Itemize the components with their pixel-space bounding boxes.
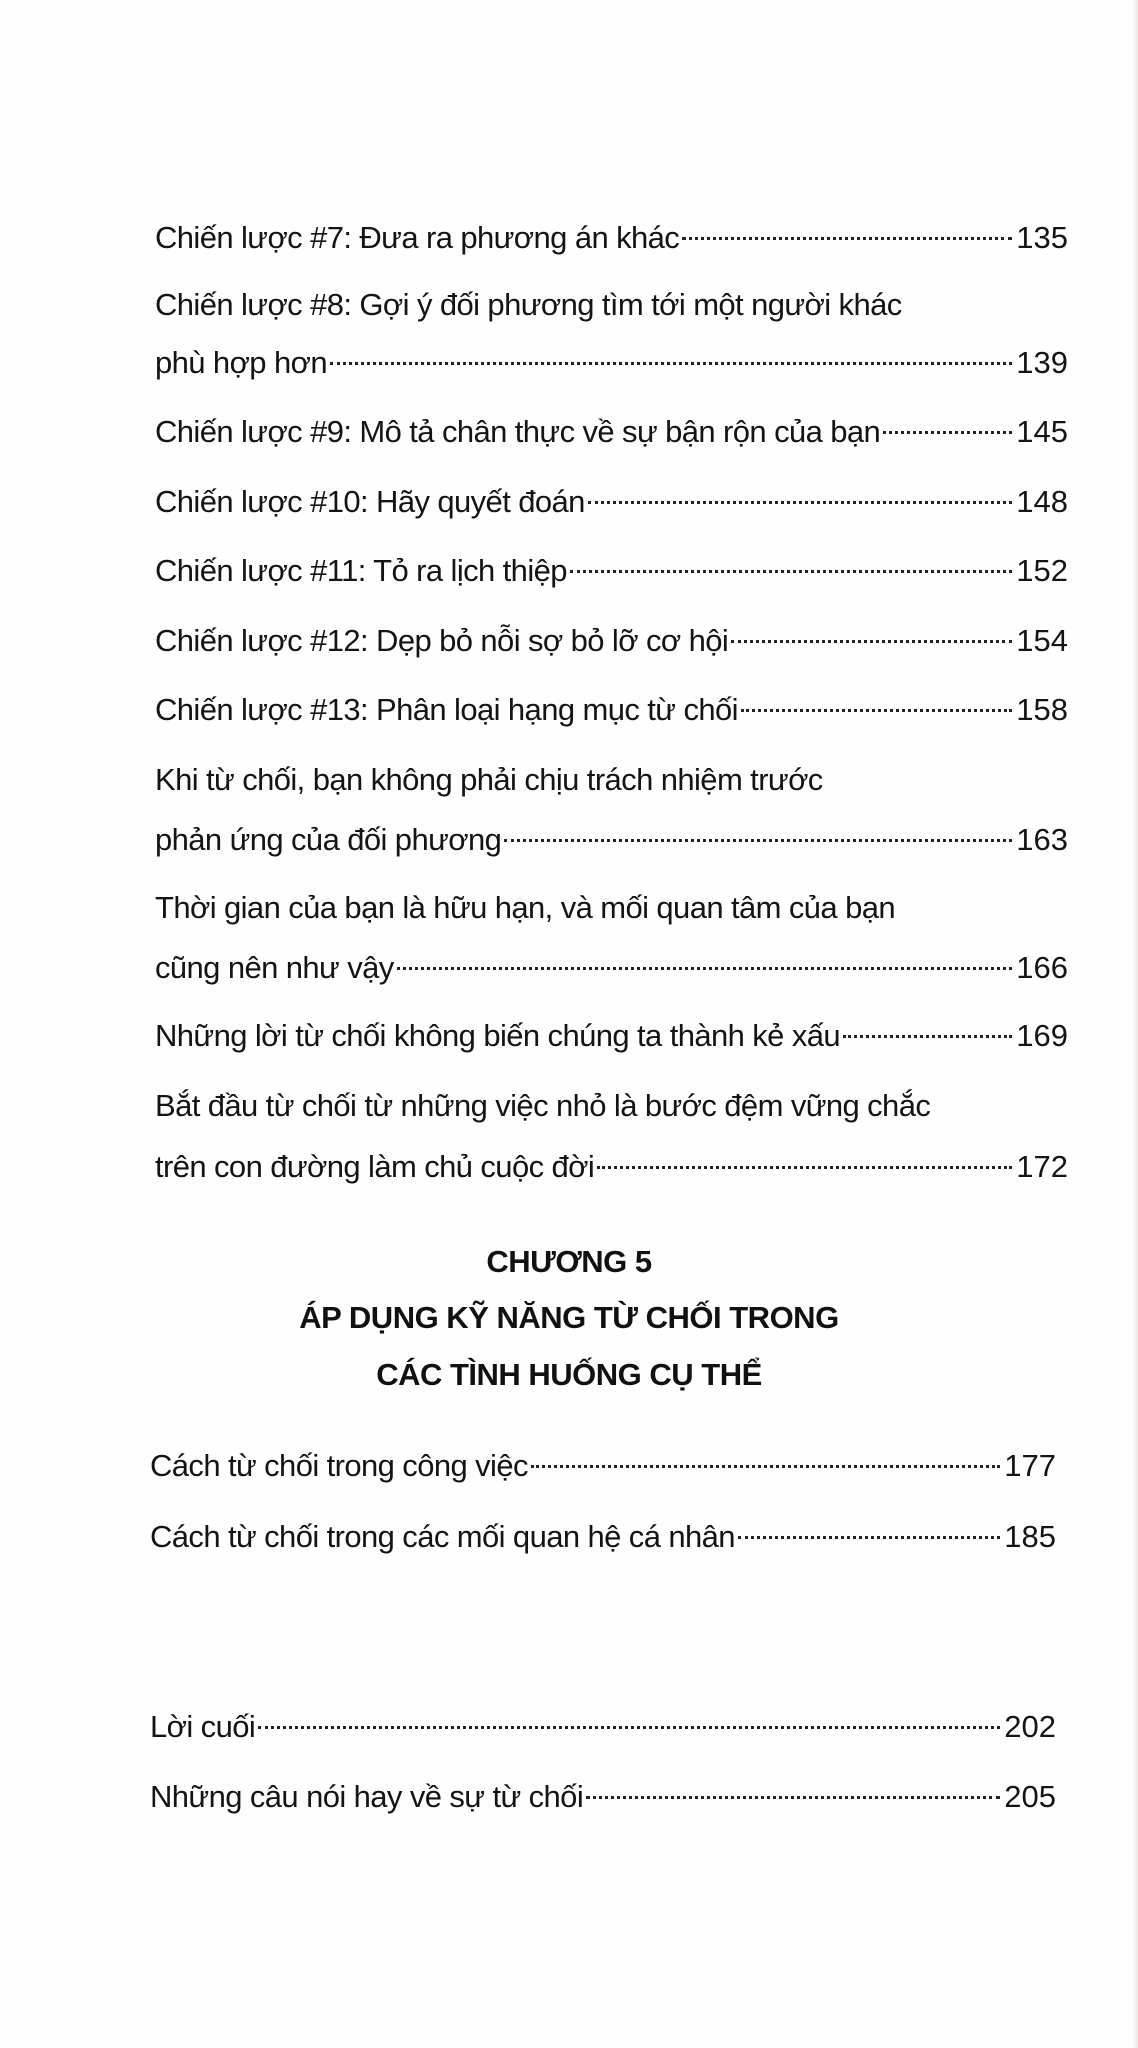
- toc-entry-not-bad-person[interactable]: [155, 1014, 1068, 1058]
- toc-entry-title: cũng nên như vậy: [155, 950, 394, 985]
- toc-entry-strategy-11[interactable]: [155, 549, 1068, 593]
- toc-entry-responsibility[interactable]: [155, 818, 1068, 862]
- toc-entry-title: Những lời từ chối không biến chúng ta thành kẻ xấu: [155, 1018, 841, 1053]
- toc-entry-page: 169: [1016, 1018, 1068, 1053]
- toc-entry-page: 202: [1004, 1709, 1056, 1744]
- toc-entry-strategy-13[interactable]: [155, 688, 1068, 732]
- toc-entry-title: phù hợp hơn: [155, 345, 327, 380]
- toc-entry-title: Cách từ chối trong các mối quan hệ cá nhân: [150, 1519, 735, 1554]
- toc-entry-title: Lời cuối: [150, 1709, 256, 1744]
- toc-entry-afterword[interactable]: [150, 1705, 1056, 1749]
- dot-leader: [586, 1796, 1000, 1799]
- toc-entry-page: 177: [1004, 1448, 1056, 1483]
- dot-leader: [531, 1465, 1000, 1468]
- dot-leader: [731, 640, 1012, 643]
- toc-entry-title: trên con đường làm chủ cuộc đời: [155, 1149, 595, 1184]
- dot-leader: [588, 501, 1012, 504]
- toc-entry-page: 185: [1004, 1519, 1056, 1554]
- toc-entry-strategy-12[interactable]: [155, 619, 1068, 663]
- toc-entry-page: 205: [1004, 1779, 1056, 1814]
- toc-entry-personal-relationships[interactable]: [150, 1515, 1056, 1559]
- toc-entry-page: 135: [1016, 220, 1068, 255]
- toc-entry-title: Chiến lược #11: Tỏ ra lịch thiệp: [155, 553, 567, 588]
- toc-entry-start-small-line1: Bắt đầu từ chối từ những việc nhỏ là bước đệm vững chắc: [155, 1088, 931, 1123]
- dot-leader: [741, 709, 1012, 712]
- toc-entry-page: 154: [1016, 623, 1068, 658]
- toc-entry-page: 145: [1016, 414, 1068, 449]
- toc-entry-page: 152: [1016, 553, 1068, 588]
- dot-leader: [597, 1166, 1012, 1169]
- toc-entry-page: 163: [1016, 822, 1068, 857]
- dot-leader: [738, 1536, 1000, 1539]
- dot-leader: [883, 431, 1012, 434]
- dot-leader: [258, 1726, 1000, 1729]
- toc-entry-page: 148: [1016, 484, 1068, 519]
- toc-entry-page: 139: [1016, 345, 1068, 380]
- toc-entry-at-work[interactable]: [150, 1444, 1056, 1488]
- chapter-title-line1: ÁP DỤNG KỸ NĂNG TỪ CHỐI TRONG: [299, 1300, 839, 1335]
- dot-leader: [330, 362, 1012, 365]
- dot-leader: [843, 1035, 1012, 1038]
- toc-entry-title: Chiến lược #7: Đưa ra phương án khác: [155, 220, 680, 255]
- toc-entry-page: 166: [1016, 950, 1068, 985]
- toc-entry-strategy-7[interactable]: [155, 216, 1068, 260]
- toc-entry-title: Chiến lược #12: Dẹp bỏ nỗi sợ bỏ lỡ cơ hội: [155, 623, 729, 658]
- chapter-title-line2: CÁC TÌNH HUỐNG CỤ THỂ: [376, 1357, 762, 1392]
- toc-entry-start-small[interactable]: [155, 1145, 1068, 1189]
- dot-leader: [570, 570, 1012, 573]
- toc-entry-title: Chiến lược #13: Phân loại hạng mục từ chối: [155, 692, 738, 727]
- toc-entry-title: Chiến lược #10: Hãy quyết đoán: [155, 484, 585, 519]
- dot-leader: [397, 967, 1013, 970]
- dot-leader: [682, 237, 1012, 240]
- toc-entry-strategy-9[interactable]: [155, 410, 1068, 454]
- toc-entry-time-limited-line1: Thời gian của bạn là hữu hạn, và mối quan tâm của bạn: [155, 890, 895, 925]
- toc-entry-page: 158: [1016, 692, 1068, 727]
- toc-entry-title: Cách từ chối trong công việc: [150, 1448, 528, 1483]
- toc-entry-strategy-10[interactable]: [155, 480, 1068, 524]
- toc-entry-time-limited[interactable]: [155, 946, 1068, 990]
- toc-entry-strategy-8[interactable]: [155, 341, 1068, 385]
- toc-entry-title: phản ứng của đối phương: [155, 822, 502, 857]
- toc-entry-page: 172: [1016, 1149, 1068, 1184]
- toc-entry-strategy-8-line1: Chiến lược #8: Gợi ý đối phương tìm tới một người khác: [155, 287, 902, 322]
- toc-entry-title: Chiến lược #9: Mô tả chân thực về sự bận rộn của bạn: [155, 414, 881, 449]
- page-edge-shadow: [1132, 0, 1138, 2048]
- toc-entry-quotes[interactable]: [150, 1775, 1056, 1819]
- chapter-label: CHƯƠNG 5: [486, 1244, 652, 1279]
- toc-entry-responsibility-line1: Khi từ chối, bạn không phải chịu trách nhiệm trước: [155, 762, 823, 797]
- dot-leader: [504, 839, 1012, 842]
- toc-entry-title: Những câu nói hay về sự từ chối: [150, 1779, 584, 1814]
